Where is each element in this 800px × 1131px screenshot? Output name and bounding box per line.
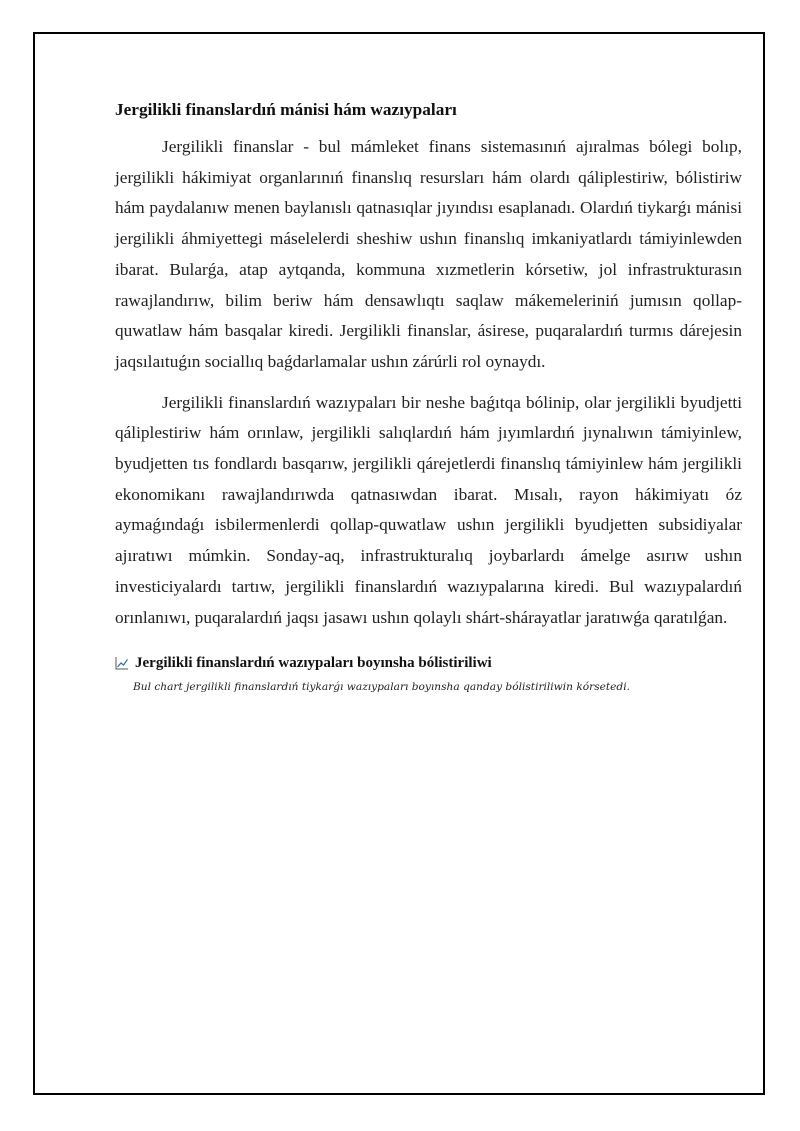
chart-title: Jergilikli finanslardıń wazıypaları boyınsha bólistiriliwi <box>135 655 492 672</box>
section-heading: Jergilikli finanslardıń mánisi hám wazıypaları <box>115 100 457 119</box>
chart-title-row <box>115 653 742 673</box>
document-content <box>115 98 742 695</box>
chart-reference <box>115 653 742 695</box>
line-chart-icon <box>115 656 129 670</box>
chart-caption: Bul chart jergilikli finanslardıń tiykarǵı wazıypaları boyınsha qanday bólistiriliwin kórsetedi. <box>133 681 630 694</box>
paragraph-essence: Jergilikli finanslar - bul mámleket finans sistemasınıń ajıralmas bólegi bolıp, jergilikli hákimiyat organlarınıń finanslıq resursları hám olardı qáliplestiriw, bólistiriw hám paydalanıw menen baylanıslı qatnasıqlar jıyındısı esaplanadı. Olardıń tiykarǵı mánisi jergilikli áhmiyettegi máselelerdi sheshiw ushın finanslıq imkaniyatlardı támiyinlewden ibarat. Bularǵa, atap aytqanda, kommuna xızmetlerin kórsetiw, jol infrastrukturasın rawajlandırıw, bilim beriw hám densawlıqtı saqlaw mákemeleriniń jumısın qollap-quwatlaw hám basqalar kiredi. Jergilikli finanslar, ásirese, puqaralardıń turmıs dárejesin jaqsılaıtuǵın sociallıq baǵdarlamalar ushın zárúrli rol oynaydı. <box>115 137 742 371</box>
paragraph-functions: Jergilikli finanslardıń wazıypaları bir neshe baǵıtqa bólinip, olar jergilikli byudjetti qáliplestiriw hám orınlaw, jergilikli salıqlardıń hám jıyımlardıń jıynalıwın támiyinlew, byudjetten tıs fondlardı basqarıw, jergilikli qárejetlerdi finanslıq támiyinlew hám jergilikli ekonomikanı rawajlandırıwda qatnasıwdan ibarat. Mısalı, rayon hákimiyatı óz aymaǵındaǵı isbilermenlerdi qollap-quwatlaw ushın jergilikli byudjetten subsidiyalar ajıratıwı múmkin. Sonday-aq, infrastrukturalıq joybarlardı ámelge asırıw ushın investiciyalardı tartıw, jergilikli finanslardıń wazıypalarına kiredi. Bul wazıypalardıń orınlanıwı, puqaralardıń jaqsı jasawı ushın qolaylı shárt-shárayatlar jaratıwǵa qaratılǵan. <box>115 392 742 627</box>
